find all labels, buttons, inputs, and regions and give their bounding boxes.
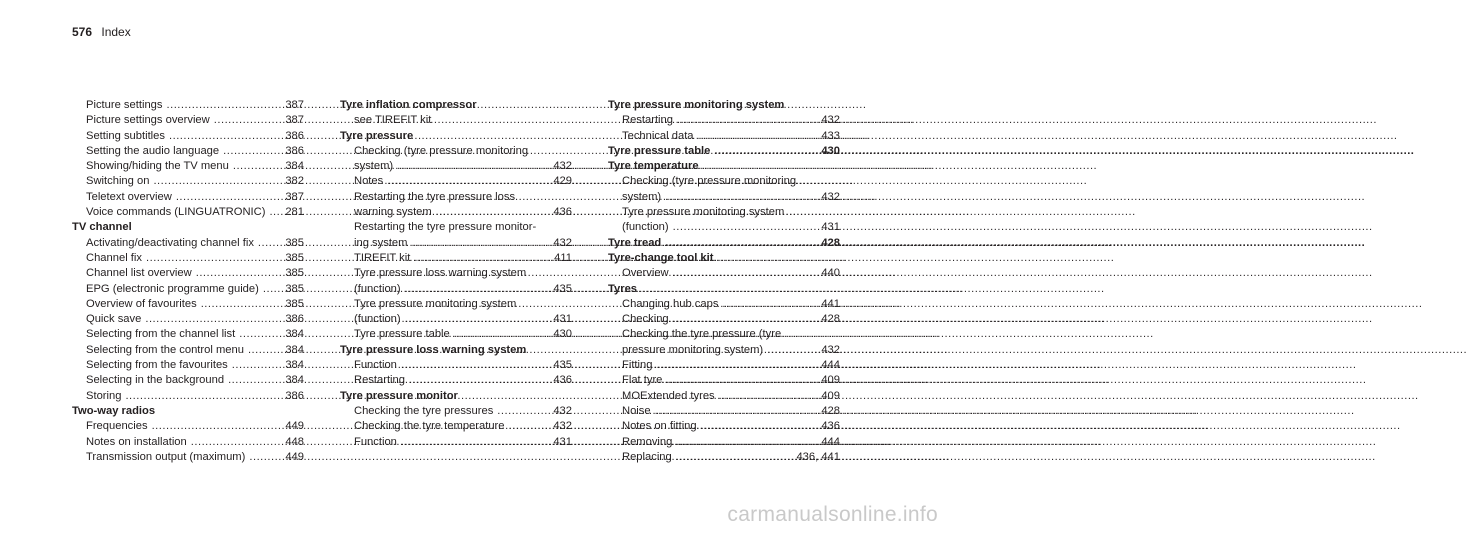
dot-leader xyxy=(146,251,282,266)
dot-leader xyxy=(665,236,818,251)
entry-text: Quick save xyxy=(86,313,142,326)
index-heading xyxy=(608,236,840,251)
page-header xyxy=(72,25,131,39)
dot-leader xyxy=(401,435,550,450)
page-reference: 444 xyxy=(821,435,840,448)
section-label: Index xyxy=(101,25,131,39)
page-reference: 430 xyxy=(553,328,572,341)
page-reference: 387 xyxy=(285,190,304,203)
entry-text: Tyre pressure table xyxy=(354,328,450,341)
dot-leader xyxy=(665,190,818,205)
entry-text: Showing/hiding the TV menu xyxy=(86,160,229,173)
entry-text: Setting the audio language xyxy=(86,144,220,157)
page-reference: 449 xyxy=(285,420,304,433)
entry-text: see TIREFIT kit xyxy=(354,114,432,127)
entry-text: Tyre pressure monitoring system xyxy=(608,99,785,111)
entry-text: Changing hub caps xyxy=(622,297,719,310)
dot-leader xyxy=(239,327,282,342)
page-reference: 382 xyxy=(285,175,304,188)
dot-leader xyxy=(676,450,794,465)
entry-text: Transmission output (maximum) xyxy=(86,450,246,463)
entry-text: Tyre pressure loss warning system xyxy=(354,267,527,280)
page-reference: 386 xyxy=(285,129,304,142)
dot-leader xyxy=(405,312,551,327)
dot-leader xyxy=(497,404,550,419)
index-subentry xyxy=(72,129,304,144)
page-reference: 411 xyxy=(554,251,572,264)
dot-leader xyxy=(201,297,283,312)
entry-text: Checking the tyre pressure (tyre xyxy=(622,328,782,341)
index-heading xyxy=(608,282,840,297)
entry-text: Checking (tyre pressure monitoring xyxy=(622,175,797,188)
index-subentry xyxy=(608,190,840,205)
entry-text: Tyre pressure loss warning system xyxy=(340,343,527,356)
index-subentry xyxy=(608,435,840,450)
entry-text: Checking xyxy=(622,313,669,326)
entry-text: Checking the tyre temperature xyxy=(354,420,505,433)
dot-leader xyxy=(673,220,819,235)
page-reference: 384 xyxy=(285,359,304,372)
page-reference: 436 xyxy=(553,206,572,219)
index-column-1 xyxy=(72,98,304,465)
index-subentry-text xyxy=(340,144,572,159)
index-heading xyxy=(608,144,840,159)
dot-leader xyxy=(414,251,551,266)
dot-leader xyxy=(196,266,283,281)
index-subentry xyxy=(608,266,840,281)
page-reference: 384 xyxy=(285,374,304,387)
page-reference: 385 xyxy=(285,282,304,295)
dot-leader xyxy=(269,205,282,220)
page-reference: 440 xyxy=(821,267,840,280)
watermark-text: carmanualsonline.info xyxy=(727,503,938,526)
entry-text: Tyre pressure xyxy=(340,129,414,142)
index-subentry xyxy=(608,419,840,434)
entry-text: system) xyxy=(622,190,662,203)
index-subentry xyxy=(608,358,840,373)
entry-text: Tyre pressure table xyxy=(608,144,711,157)
index-subentry xyxy=(72,373,304,388)
entry-text: Picture settings overview xyxy=(86,114,210,127)
entry-text: Tyre pressure monitoring system xyxy=(622,206,785,219)
page-reference: 385 xyxy=(285,251,304,264)
page-reference: 430 xyxy=(821,144,840,157)
entry-text: Selecting from the channel list xyxy=(86,328,236,341)
dot-leader xyxy=(397,159,550,174)
dot-leader xyxy=(698,129,819,144)
entry-text: Fitting xyxy=(622,359,653,372)
index-subentry-text xyxy=(608,205,840,220)
entry-text: Setting subtitles xyxy=(86,129,165,142)
dot-leader xyxy=(232,358,283,373)
entry-text: Checking the tyre pressures xyxy=(354,404,494,417)
index-subentry xyxy=(72,174,304,189)
index-subentry xyxy=(340,205,572,220)
index-subentry xyxy=(340,251,572,266)
index-subentry xyxy=(340,435,572,450)
index-subentry xyxy=(340,404,572,419)
entry-text: Restarting the tyre pressure loss xyxy=(354,190,516,203)
dot-leader xyxy=(509,419,551,434)
entry-text: Restarting xyxy=(354,374,405,387)
entry-text: Removing xyxy=(622,435,673,448)
entry-text: Teletext overview xyxy=(86,190,172,203)
entry-text: Tyre inflation compressor xyxy=(340,99,477,111)
entry-text: Function xyxy=(354,359,397,372)
index-heading xyxy=(608,159,840,174)
index-subentry xyxy=(608,297,840,312)
page-reference: 428 xyxy=(821,313,840,326)
index-subentry xyxy=(72,205,304,220)
entry-text: TV channel xyxy=(72,221,132,234)
entry-text: Tyre temperature xyxy=(608,160,699,173)
page-reference: 386 xyxy=(285,144,304,157)
page-number: 576 xyxy=(72,25,93,39)
page-reference: 432 xyxy=(821,190,840,203)
page-reference: 386 xyxy=(285,389,304,402)
entry-text: Picture settings xyxy=(86,99,163,111)
index-subentry xyxy=(608,343,840,358)
index-subentry-text xyxy=(608,174,840,189)
entry-text: Channel fix xyxy=(86,251,142,264)
page-reference: 444 xyxy=(821,359,840,372)
page-reference: 436 xyxy=(553,374,572,387)
index-subentry xyxy=(608,450,840,465)
index-heading xyxy=(608,251,840,266)
page-reference: 431 xyxy=(821,221,840,234)
dot-leader xyxy=(401,358,550,373)
dot-leader xyxy=(263,282,282,297)
page-reference: 385 xyxy=(285,297,304,310)
dot-leader xyxy=(673,266,819,281)
entry-text: Switching on xyxy=(86,175,150,188)
index-subentry xyxy=(72,327,304,342)
dot-leader xyxy=(166,98,282,113)
entry-text: (function) xyxy=(354,282,401,295)
index-subentry xyxy=(340,373,572,388)
index-subentry-text xyxy=(608,327,840,342)
entry-text: pressure monitoring system) xyxy=(622,343,764,356)
page-reference: 409 xyxy=(821,374,840,387)
index-subentry xyxy=(608,389,840,404)
entry-text: Replacing xyxy=(622,450,672,463)
entry-text: Notes xyxy=(354,175,384,188)
entry-text: Restarting the tyre pressure monitor- xyxy=(354,221,537,234)
entry-text: MOExtended tyres xyxy=(622,389,715,402)
dot-leader xyxy=(673,312,819,327)
dot-leader xyxy=(145,312,282,327)
page-reference: 384 xyxy=(285,343,304,356)
entry-text: Restarting xyxy=(622,114,673,127)
dot-leader xyxy=(656,358,818,373)
index-subentry xyxy=(340,358,572,373)
index-subentry xyxy=(340,159,572,174)
page-reference: 386 xyxy=(285,313,304,326)
entry-text: Tyre pressure monitor xyxy=(340,389,458,402)
entry-text: Selecting from the favourites xyxy=(86,359,228,372)
index-subentry xyxy=(608,113,840,128)
dot-leader xyxy=(223,144,282,159)
dot-leader xyxy=(233,159,282,174)
entry-text: Frequencies xyxy=(86,420,148,433)
index-subentry xyxy=(72,236,304,251)
dot-leader xyxy=(722,297,818,312)
index-subentry xyxy=(72,419,304,434)
page-reference: 432 xyxy=(553,420,572,433)
page-reference: 431 xyxy=(553,435,572,448)
dot-leader xyxy=(714,144,818,159)
index-subentry xyxy=(340,282,572,297)
index-subentry xyxy=(72,312,304,327)
entry-text: Tyre-change tool kit xyxy=(608,251,714,264)
index-subentry xyxy=(72,297,304,312)
dot-leader xyxy=(436,205,551,220)
dot-leader xyxy=(125,389,282,404)
index-subentry xyxy=(72,358,304,373)
page-reference: 435 xyxy=(553,282,572,295)
entry-text: Selecting in the background xyxy=(86,374,225,387)
entry-text: Activating/deactivating channel fix xyxy=(86,236,254,249)
dot-leader xyxy=(169,129,282,144)
entry-text: Noise xyxy=(622,404,651,417)
index-subentry xyxy=(608,373,840,388)
index-subentry xyxy=(72,113,304,128)
index-subentry-text xyxy=(340,220,572,235)
page-reference: 436 xyxy=(821,420,840,433)
index-subentry xyxy=(72,159,304,174)
index-subentry xyxy=(72,389,304,404)
dot-leader xyxy=(249,450,282,465)
dot-leader xyxy=(677,113,818,128)
entry-text: system) xyxy=(354,160,394,173)
entry-text: warning system xyxy=(354,206,432,219)
index-subentry xyxy=(608,129,840,144)
index-subentry xyxy=(72,282,304,297)
index-subentry xyxy=(340,236,572,251)
entry-text: Flat tyre xyxy=(622,374,663,387)
index-subentry xyxy=(340,327,572,342)
entry-text: Overview of favourites xyxy=(86,297,197,310)
index-subentry xyxy=(72,144,304,159)
entry-text: TIREFIT kit xyxy=(354,251,411,264)
page-reference: 441 xyxy=(821,297,840,310)
page-reference: 432 xyxy=(821,343,840,356)
entry-text: Notes on fitting xyxy=(622,420,697,433)
index-subentry xyxy=(72,435,304,450)
page-reference: 431 xyxy=(553,313,572,326)
index-subentry xyxy=(608,404,840,419)
index-subentry xyxy=(340,419,572,434)
dot-leader xyxy=(719,389,819,404)
entry-text: Technical data xyxy=(622,129,694,142)
dot-leader xyxy=(411,236,550,251)
dot-leader xyxy=(258,236,282,251)
entry-text: ing system xyxy=(354,236,408,249)
index-heading xyxy=(340,129,572,144)
entry-text: Function xyxy=(354,435,397,448)
entry-text: Tyres xyxy=(608,282,638,295)
index-subentry-text xyxy=(340,266,572,281)
page-reference: 409 xyxy=(821,389,840,402)
page-reference: 432 xyxy=(553,404,572,417)
index-subentry xyxy=(340,312,572,327)
entry-text: Overview xyxy=(622,267,669,280)
dot-leader xyxy=(153,174,282,189)
index-subentry xyxy=(340,174,572,189)
entry-text: Selecting from the control menu xyxy=(86,343,244,356)
dot-leader xyxy=(666,373,818,388)
page-reference: 433 xyxy=(821,129,840,142)
entry-text: EPG (electronic programme guide) xyxy=(86,282,259,295)
entry-text: (function) xyxy=(622,221,669,234)
page-reference: 385 xyxy=(285,236,304,249)
entry-text: Two-way radios xyxy=(72,404,156,417)
entry-text: Voice commands (LINGUATRONIC) xyxy=(86,206,266,219)
entry-text: Tyre pressure monitoring system xyxy=(354,297,517,310)
page-reference: 281 xyxy=(285,206,304,219)
index-subentry xyxy=(72,266,304,281)
page-reference: 448 xyxy=(285,435,304,448)
dot-leader xyxy=(214,113,283,128)
dot-leader xyxy=(409,373,550,388)
page-reference: 436, 441 xyxy=(796,450,840,463)
page-reference: 449 xyxy=(285,450,304,463)
index-subentry-text xyxy=(340,190,572,205)
page-reference: 428 xyxy=(821,236,840,249)
index-column-3 xyxy=(608,98,840,465)
index-subentry xyxy=(608,312,840,327)
dot-leader xyxy=(701,419,819,434)
dot-leader xyxy=(248,343,282,358)
dot-leader xyxy=(676,435,818,450)
index-subentry-text xyxy=(340,113,572,128)
page-reference: 432 xyxy=(553,160,572,173)
index-subentry xyxy=(72,450,304,465)
page-reference: 428 xyxy=(821,404,840,417)
index-subentry xyxy=(608,220,840,235)
index-subentry xyxy=(72,190,304,205)
dot-leader xyxy=(767,343,818,358)
index-heading xyxy=(608,98,840,113)
page-reference: 435 xyxy=(553,359,572,372)
page-reference: 387 xyxy=(285,99,304,111)
index-heading xyxy=(340,389,572,404)
page-reference: 384 xyxy=(285,328,304,341)
entry-text: Channel list overview xyxy=(86,267,192,280)
dot-leader xyxy=(228,373,282,388)
index-heading xyxy=(340,98,572,113)
index-heading xyxy=(72,220,304,235)
index-heading xyxy=(340,343,572,358)
dot-leader xyxy=(176,190,283,205)
entry-text: Checking (tyre pressure monitoring xyxy=(354,144,529,157)
index-column-2 xyxy=(340,98,572,450)
index-subentry xyxy=(72,251,304,266)
page-reference: 429 xyxy=(553,175,572,188)
page-reference: 432 xyxy=(821,114,840,127)
dot-leader xyxy=(454,327,551,342)
dot-leader xyxy=(405,282,551,297)
index-subentry-text xyxy=(340,297,572,312)
page-reference: 385 xyxy=(285,267,304,280)
index-subentry xyxy=(72,98,304,113)
page-reference: 384 xyxy=(285,160,304,173)
entry-text: Tyre tread xyxy=(608,236,662,249)
index-heading xyxy=(72,404,304,419)
dot-leader xyxy=(191,435,283,450)
entry-text: Storing xyxy=(86,389,122,402)
dot-leader xyxy=(655,404,819,419)
entry-text: Notes on installation xyxy=(86,435,187,448)
dot-leader xyxy=(152,419,283,434)
page-reference: 387 xyxy=(285,114,304,127)
page-reference: 432 xyxy=(553,236,572,249)
dot-leader xyxy=(387,174,550,189)
index-subentry xyxy=(72,343,304,358)
entry-text: (function) xyxy=(354,313,401,326)
